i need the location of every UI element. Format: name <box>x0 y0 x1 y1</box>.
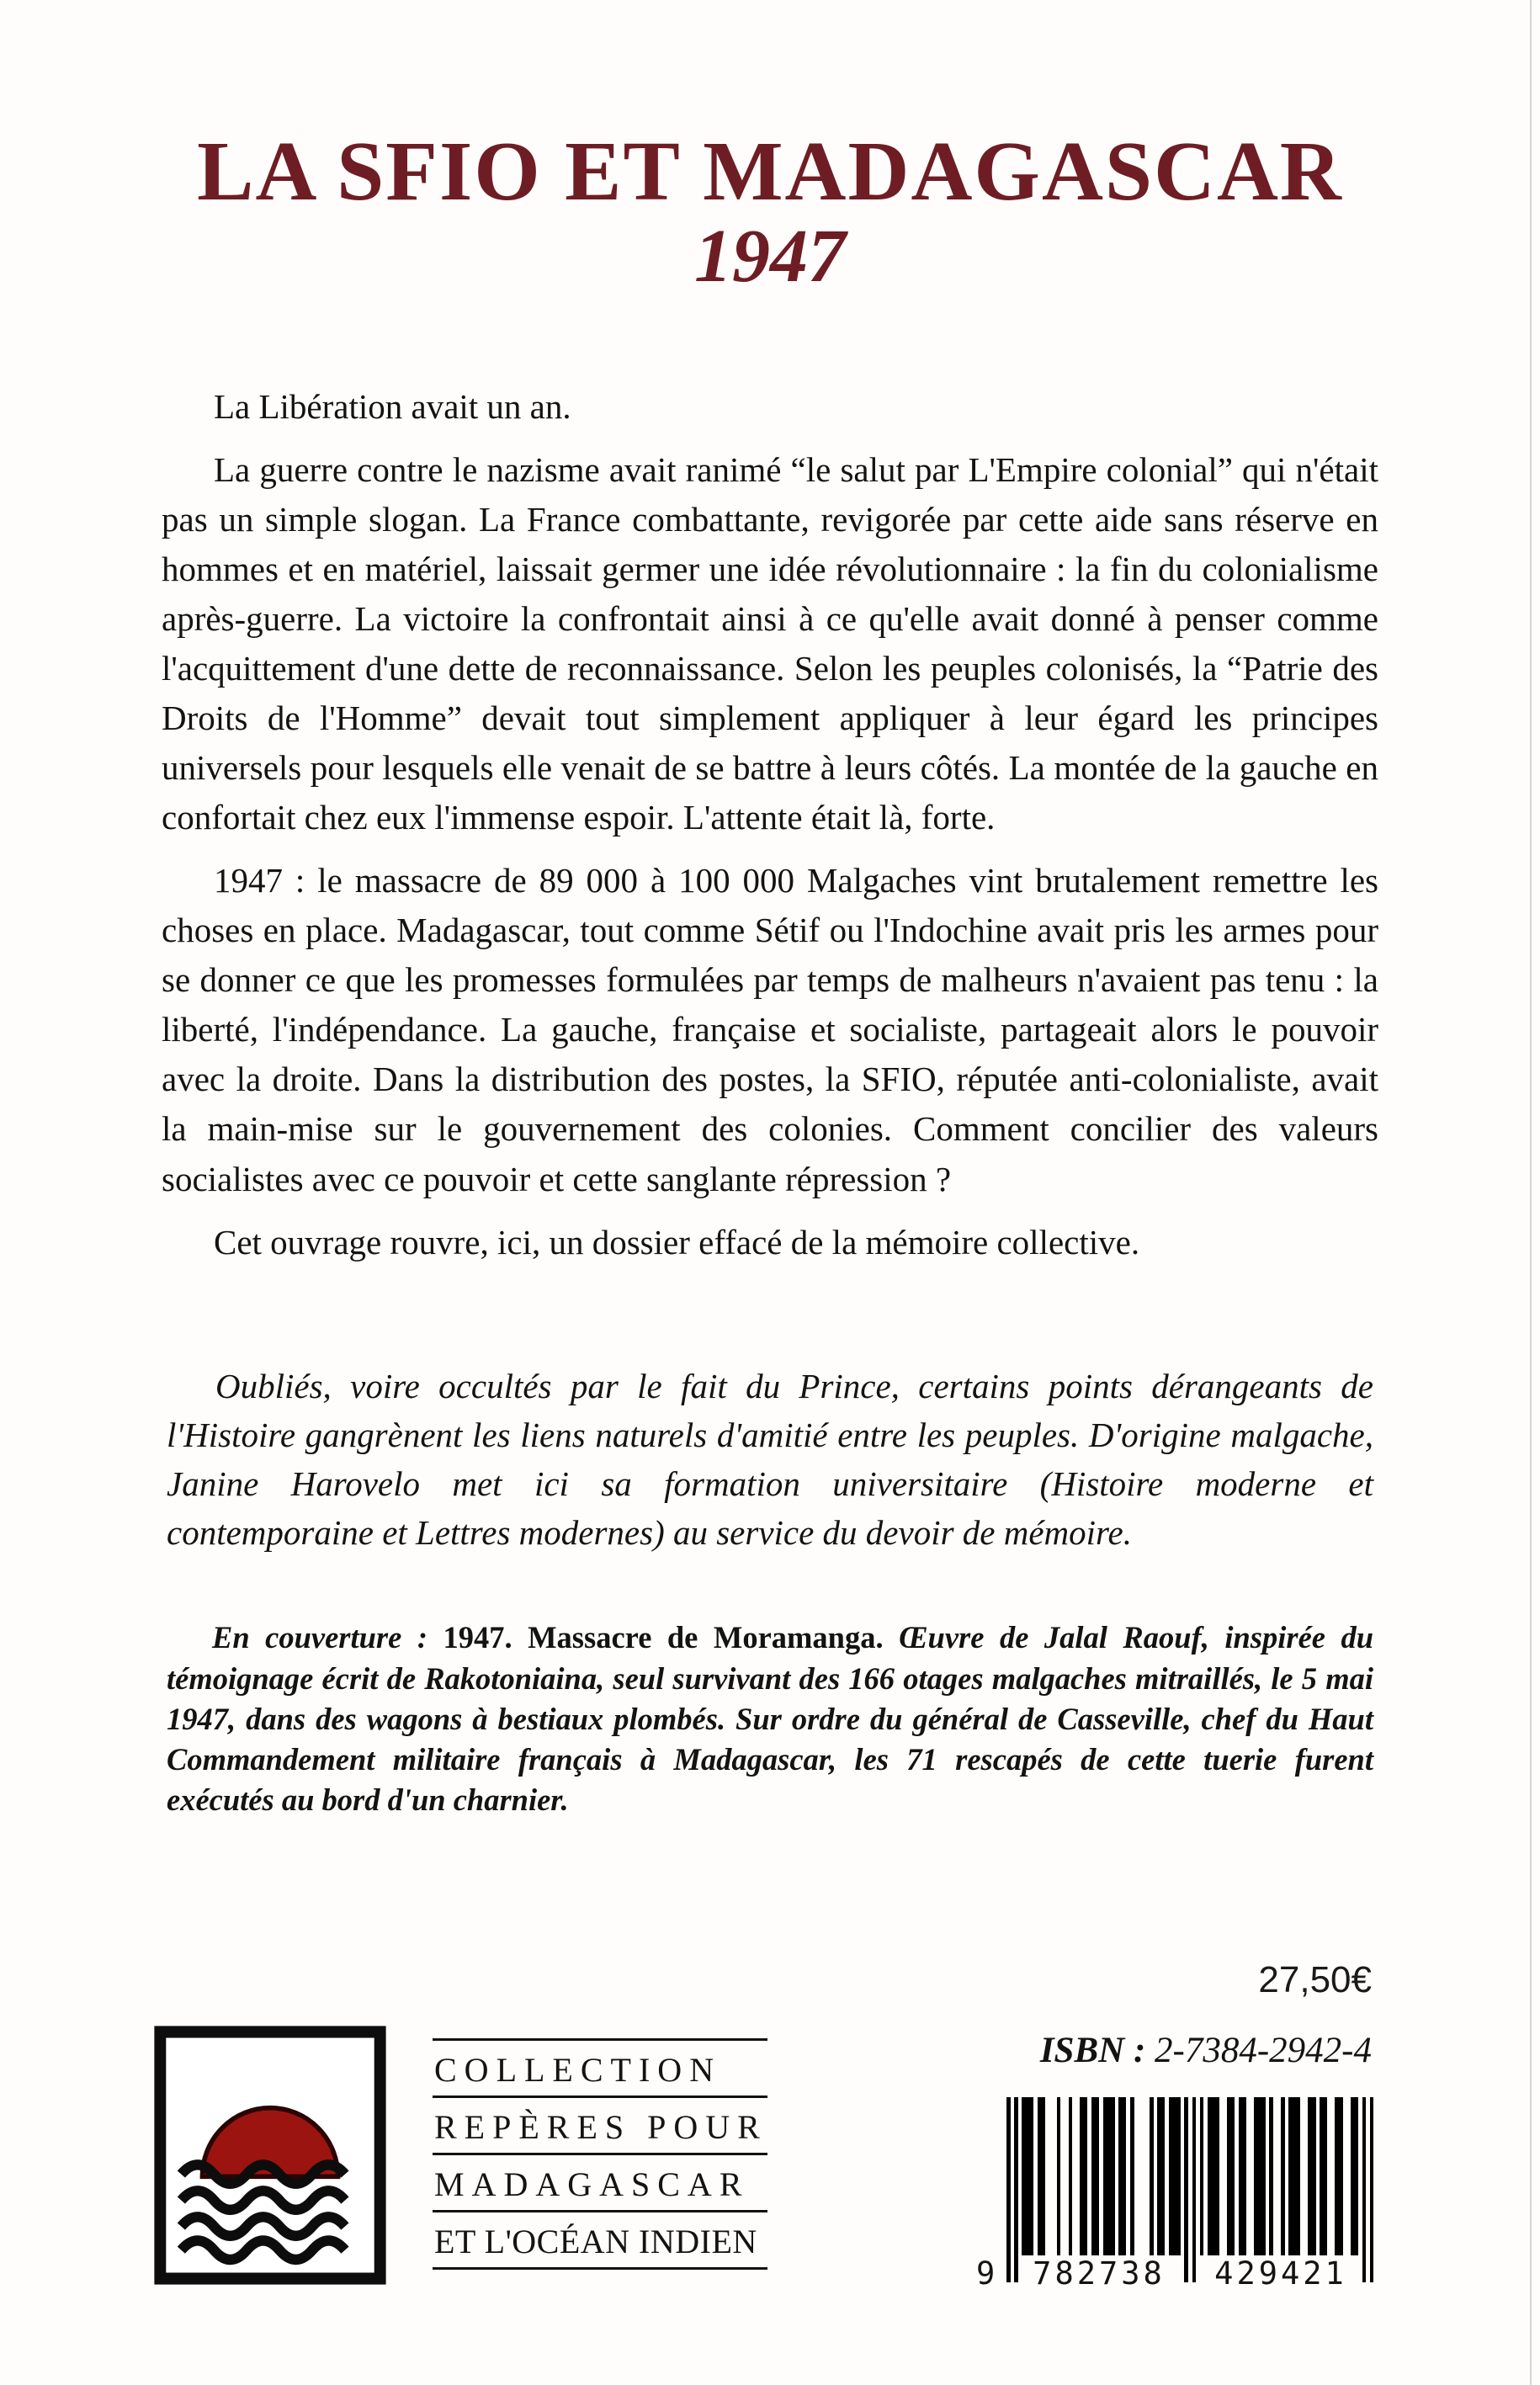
cover-credit-lead: En couverture : <box>212 1620 427 1655</box>
cover-credit-rest: Œuvre de Jalal Raouf, inspirée du témoignage écrit de Rakotoniaina, seul survivant des 166 otages malgaches mitraillés, le 5 mai 1947, dans des wagons à bestiaux plombés. Sur ordre du général de Casseville, chef du Haut Commandement militaire français à Madagascar, les 71 rescapés de cette tuerie furent exécutés au bord d'un charnier. <box>167 1620 1374 1818</box>
isbn <box>1040 2030 1372 2071</box>
collection-block <box>433 2038 767 2270</box>
book-title-year: 1947 <box>694 215 846 299</box>
cover-credit-note <box>167 1617 1373 1820</box>
barcode-module <box>1370 2097 1374 2282</box>
book-title: LA SFIO ET MADAGASCAR <box>197 124 1343 218</box>
author-note <box>167 1362 1373 1558</box>
collection-line: REPÈRES POUR <box>433 2096 767 2153</box>
isbn-value: 2-7384-2942-4 <box>1155 2031 1372 2070</box>
back-cover-text <box>162 382 1378 1267</box>
isbn-label: ISBN : <box>1039 2031 1146 2070</box>
paragraph-guerre: La guerre contre le nazisme avait ranimé “le salut par L'Empire colonial” qui n'était pas un simple slogan. La France combattante, revigorée par cette aide sans réserve en hommes et en matériel, laissait germer une idée révolutionnaire : la fin du colonialisme après-guerre. La victoire la confrontait ainsi à ce qu'elle avait donné à penser comme l'acquittement d'une dette de reconnaissance. Selon les peuples colonisés, la “Patrie des Droits de l'Homme” devait tout simplement appliquer à leur égard les principes universels pour lesquels elle venait de se battre à leurs côtés. La montée de la gauche en confortait chez eux l'immense espoir. L'attente était là, forte. <box>162 450 1378 837</box>
publisher-logo <box>153 2025 387 2286</box>
barcode-bars <box>1006 2097 1373 2282</box>
collection-line: MADAGASCAR <box>433 2153 767 2210</box>
paragraph-liberation: La Libération avait un an. <box>214 387 571 427</box>
collection-line: ET L'OCÉAN INDIEN <box>433 2210 767 2270</box>
paragraph-ouvrage: Cet ouvrage rouvre, ici, un dossier effacé de la mémoire collective. <box>214 1222 1140 1262</box>
author-note-text: Oubliés, voire occultés par le fait du Prince, certains points dérangeants de l'Histoire gangrènent les liens naturels d'amitié entre les peuples. D'origine malgache, Janine Harovelo met ici sa formation universitaire (Histoire moderne et contemporaine et Lettres modernes) au service du devoir de mémoire. <box>167 1366 1373 1553</box>
scan-edge-artifact <box>1530 0 1532 2385</box>
sun-and-waves-logo-icon <box>153 2025 387 2286</box>
barcode-digits-right: 429421 <box>1214 2255 1347 2292</box>
collection-line: COLLECTION <box>433 2038 767 2096</box>
barcode-digits-left: 782738 <box>1033 2255 1166 2292</box>
cover-credit-text <box>167 1617 1373 1820</box>
price: 27,50€ <box>1258 1959 1372 2000</box>
paragraph-massacre: 1947 : le massacre de 89 000 à 100 000 Malgaches vint brutalement remettre les choses en place. Madagascar, tout comme Sétif ou l'Indochine avait pris les armes pour se donner ce que les promesses formulées par temps de malheurs n'avaient pas tenu : la liberté, l'indépendance. La gauche, française et socialiste, partageait alors le pouvoir avec la droite. Dans la distribution des postes, la SFIO, réputée anti-colonialiste, avait la main-mise sur le gouvernement des colonies. Comment concilier des valeurs socialistes avec ce pouvoir et cette sanglante répression ? <box>162 861 1378 1198</box>
barcode-digit-first: 9 <box>976 2255 996 2292</box>
cover-credit-roman: 1947. Massacre de Moramanga. <box>427 1620 900 1655</box>
barcode <box>976 2097 1375 2295</box>
title-block <box>0 0 1540 299</box>
